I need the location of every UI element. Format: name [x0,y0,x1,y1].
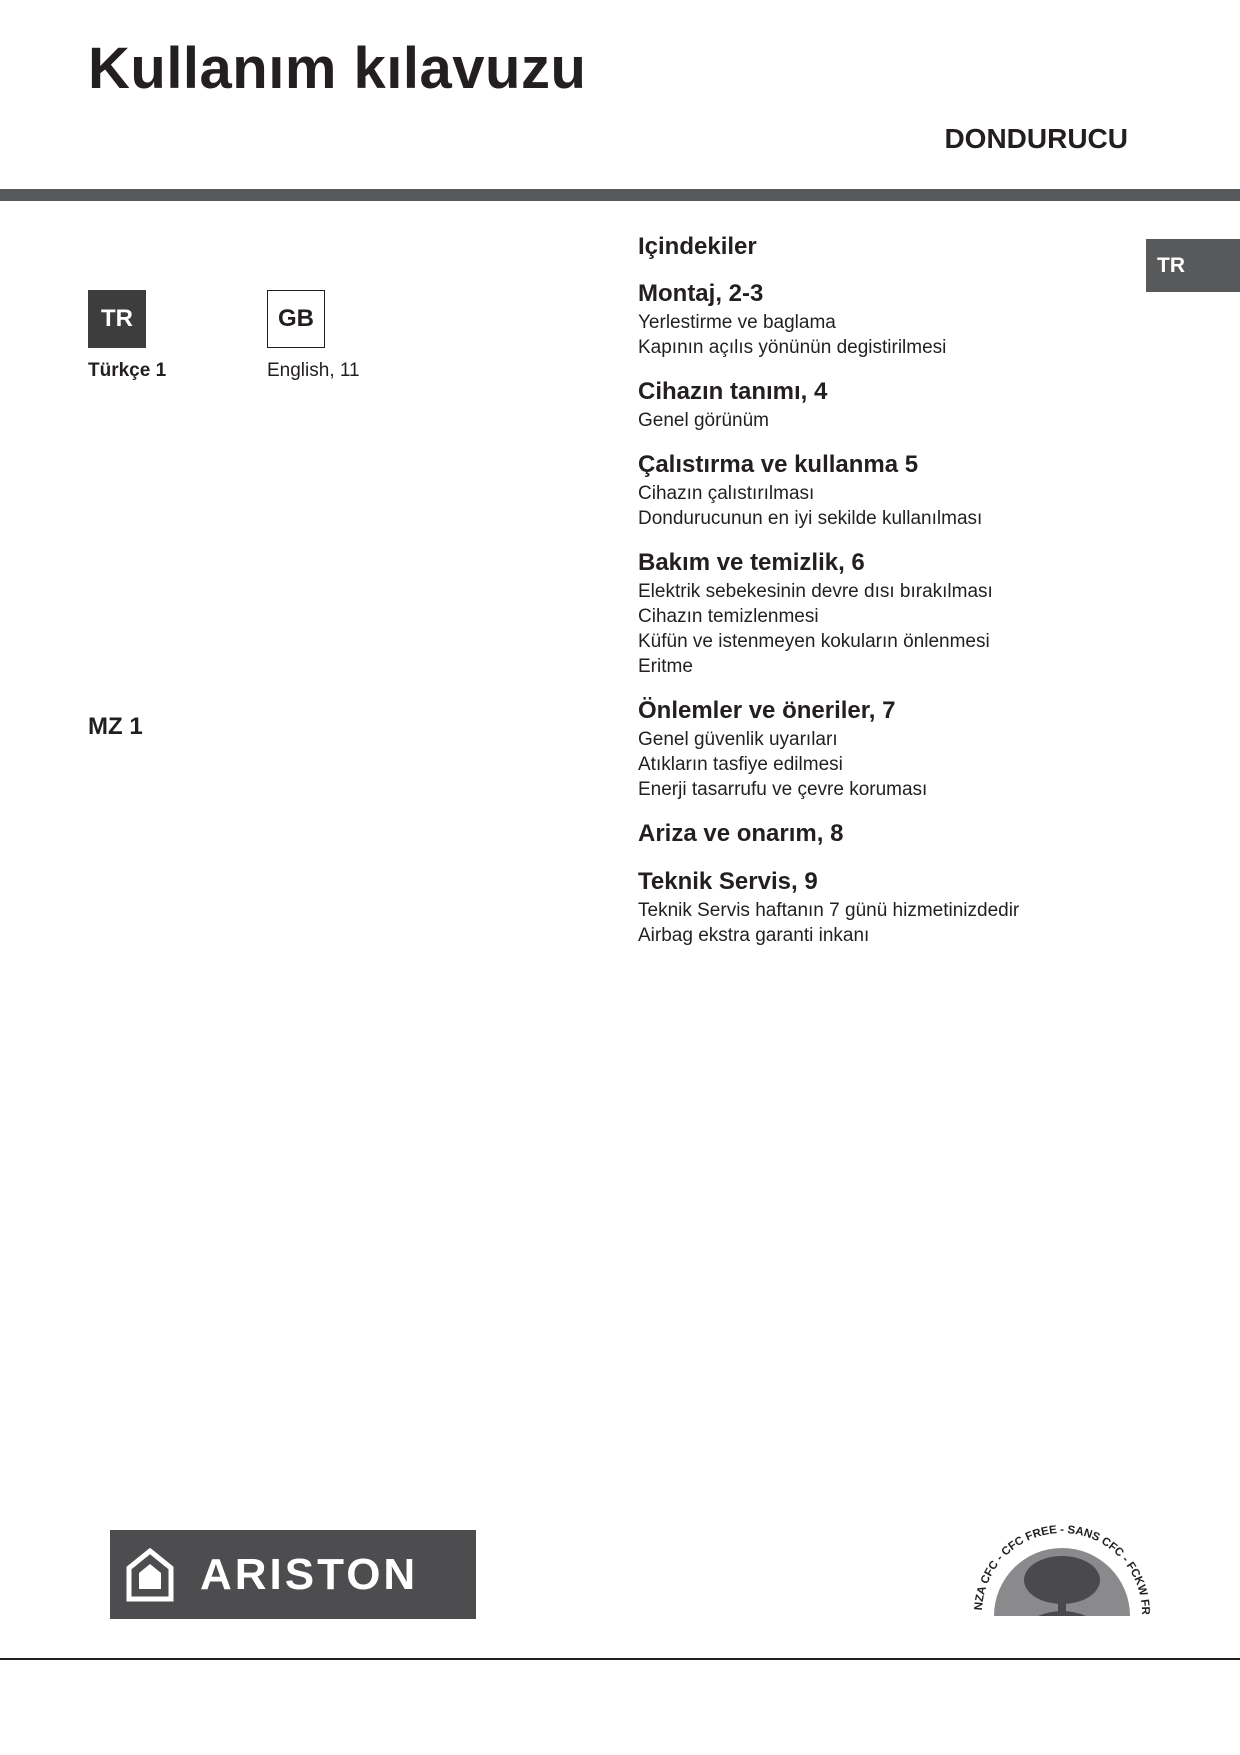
toc-item[interactable]: Airbag ekstra garanti inkanı [638,925,870,946]
toc-item[interactable]: Dondurucunun en iyi sekilde kullanılması [638,508,983,529]
toc-section [638,376,1118,433]
product-type: DONDURUCU [944,123,1128,154]
toc-item[interactable]: Teknik Servis haftanın 7 günü hizmetinizdedir [638,900,1020,921]
toc-section-title[interactable]: Teknik Servis, 9 [638,868,818,895]
cfc-free-logo [972,1518,1152,1638]
toc-section-title[interactable]: Bakım ve temizlik, 6 [638,549,865,576]
language-option-gb[interactable] [267,290,427,383]
house-icon [126,1548,174,1602]
toc-item[interactable]: Eritme [638,656,693,677]
ariston-logo [110,1530,476,1619]
header-divider [0,189,1240,201]
toc-section [638,449,1118,531]
toc-section [638,695,1118,802]
toc-item[interactable]: Atıkların tasfiye edilmesi [638,754,843,775]
brand-name: ARISTON [200,1549,419,1599]
toc-item[interactable]: Küfün ve istenmeyen kokuların önlenmesi [638,631,990,652]
toc-section-title[interactable]: Montaj, 2-3 [638,280,764,307]
toc-section-title[interactable]: Ariza ve onarım, 8 [638,820,844,847]
toc-item[interactable]: Genel güvenlik uyarıları [638,729,838,750]
language-option-tr[interactable] [88,290,248,383]
language-caption-tr: Türkçe 1 [88,360,167,381]
toc-item[interactable]: Kapının açılıs yönünün degistirilmesi [638,337,947,358]
toc-section [638,547,1118,679]
toc-item[interactable]: Elektrik sebekesinin devre dısı bırakılması [638,581,993,602]
toc-item[interactable]: Enerji tasarrufu ve çevre koruması [638,779,928,800]
footer-divider [0,1658,1240,1660]
toc-item[interactable]: Yerlestirme ve baglama [638,312,836,333]
document-title: Kullanım kılavuzu [88,36,587,101]
model-name: MZ 1 [88,713,143,740]
toc-title: Içindekiler [638,233,757,260]
toc-section [638,818,1118,850]
cfc-badge-text: NZA CFC - CFC FREE - SANS CFC - FCKW FR [972,1523,1152,1616]
toc-section-title[interactable]: Önlemler ve öneriler, 7 [638,697,896,724]
toc-section-title[interactable]: Cihazın tanımı, 4 [638,378,828,405]
toc-item[interactable]: Genel görünüm [638,410,769,431]
toc-section [638,278,1118,360]
language-caption-gb: English, 11 [267,360,360,381]
toc-item[interactable]: Cihazın çalıstırılması [638,483,815,504]
language-side-tab: TR [1146,239,1240,292]
toc-section [638,866,1118,948]
language-code-gb: GB [267,290,325,348]
toc-section-title[interactable]: Çalıstırma ve kullanma 5 [638,451,919,478]
toc-item[interactable]: Cihazın temizlenmesi [638,606,819,627]
table-of-contents [638,230,1118,964]
language-code-tr: TR [88,290,146,348]
